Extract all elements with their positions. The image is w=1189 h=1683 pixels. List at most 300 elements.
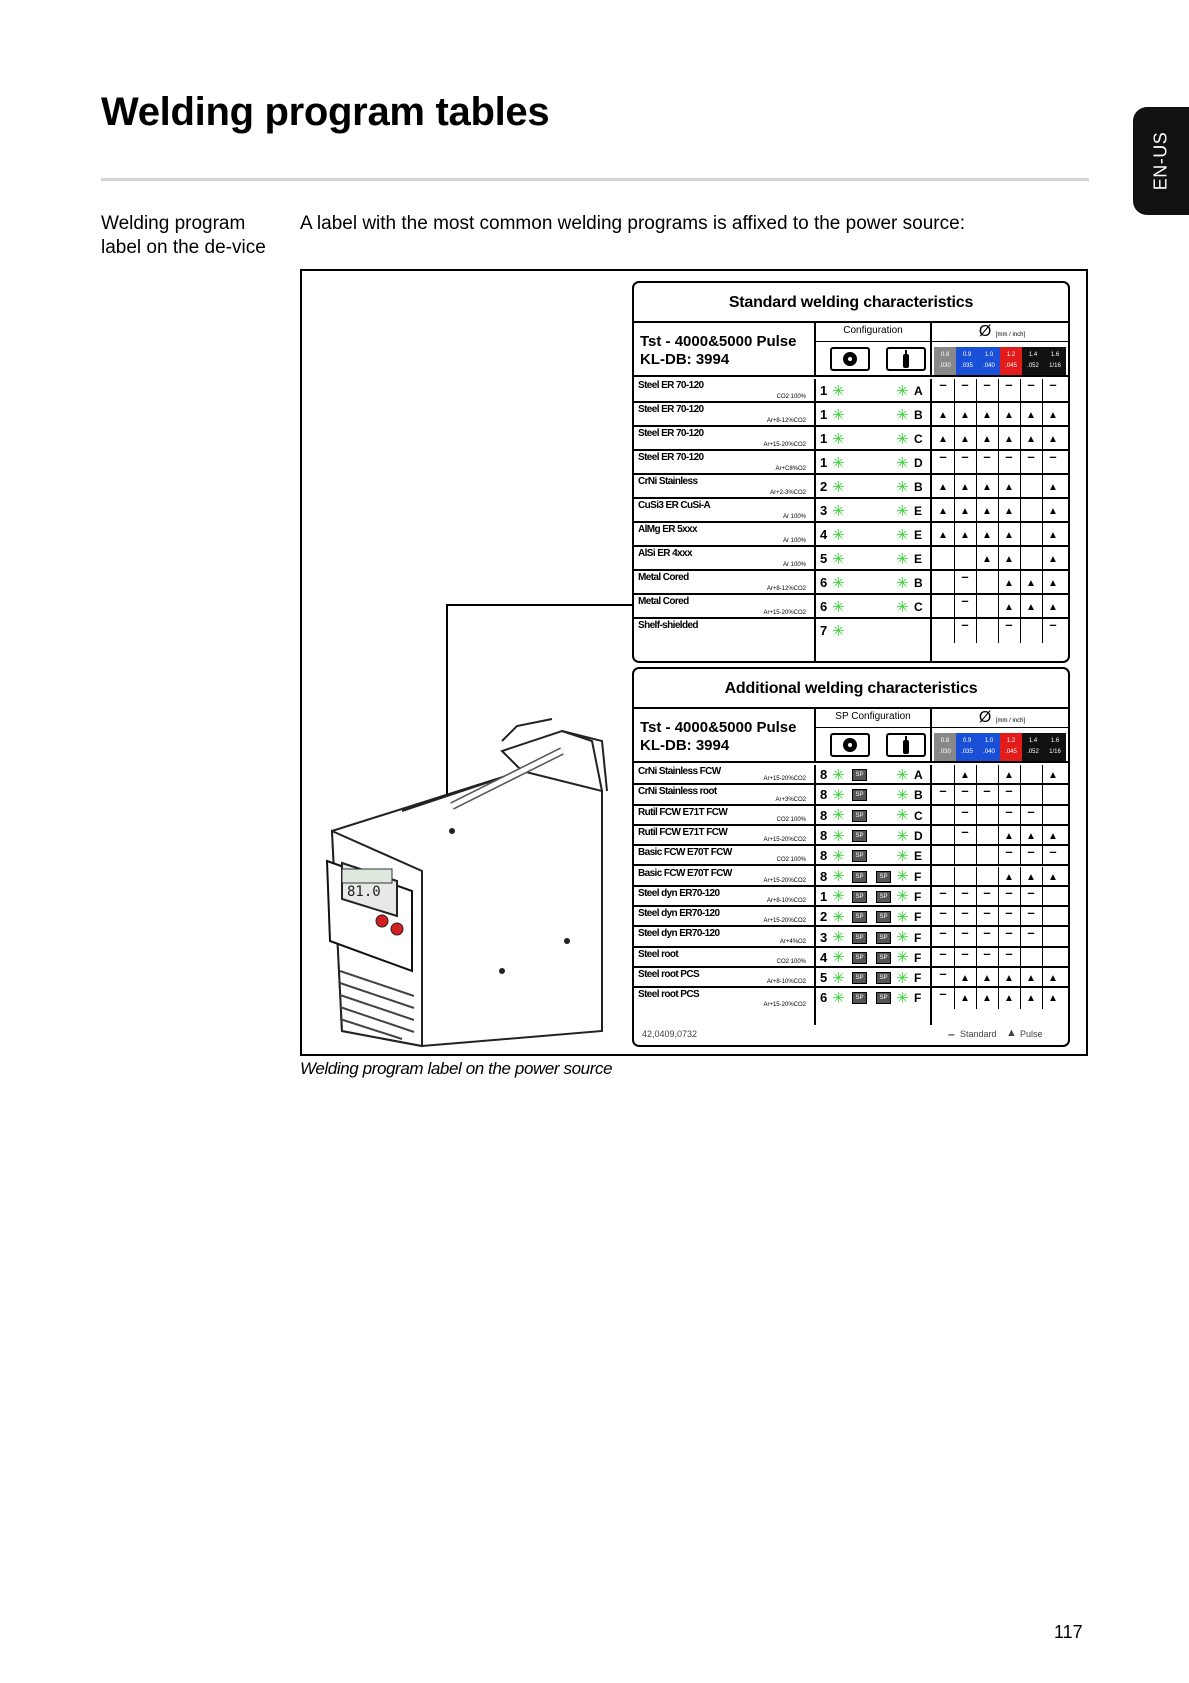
led-indicator-icon: ✳: [832, 382, 845, 400]
standard-mark-icon: –: [1005, 945, 1013, 961]
led-indicator-icon: ✳: [832, 550, 845, 568]
program-number: 2: [820, 909, 828, 925]
diameter-cell: [1044, 733, 1066, 761]
svg-text:81.0: 81.0: [347, 884, 381, 900]
pulse-mark-icon: ▲: [1004, 554, 1014, 565]
standard-mark-icon: –: [983, 925, 991, 941]
grid-line: [976, 867, 977, 885]
shielding-gas: Ar+15-20%CO2: [763, 918, 806, 925]
grid-line: [1020, 619, 1021, 643]
shielding-gas: CO2 100%: [776, 816, 806, 823]
diameter-mm: 1.0: [984, 738, 994, 744]
material-name: CrNi Stainless: [638, 476, 698, 487]
led-indicator-icon: ✳: [896, 949, 909, 967]
title-divider: [101, 178, 1089, 181]
program-number: 7: [820, 623, 828, 638]
standard-mark-icon: –: [961, 377, 969, 392]
characteristic-letter: A: [914, 384, 923, 398]
characteristic-letter: E: [914, 528, 923, 542]
pulse-mark-icon: ▲: [1004, 530, 1014, 541]
standard-mark-icon: –: [1027, 925, 1035, 941]
shielding-gas: Ar+15-20%CO2: [763, 776, 806, 783]
led-indicator-icon: ✳: [896, 502, 909, 520]
led-indicator-icon: ✳: [832, 430, 845, 448]
pulse-mark-icon: ▲: [1004, 770, 1014, 782]
pulse-mark-icon: ▲: [960, 434, 970, 445]
program-number: 4: [820, 527, 828, 542]
standard-panel-header: [634, 323, 1068, 377]
standard-mark-icon: –: [1005, 377, 1013, 392]
table-row: [634, 884, 1068, 907]
pulse-mark-icon: ▲: [982, 993, 992, 1005]
legend-standard-icon: –: [948, 1027, 955, 1041]
standard-mark-icon: –: [1027, 803, 1035, 819]
table-row: [634, 945, 1068, 968]
legend-pulse-icon: ▲: [1006, 1027, 1017, 1039]
led-indicator-icon: ✳: [896, 406, 909, 424]
shielding-gas: Ar+15-20%CO2: [763, 610, 806, 616]
standard-mark-icon: –: [961, 884, 969, 900]
standard-mark-icon: –: [1005, 803, 1013, 819]
material-name: Basic FCW E70T FCW: [638, 847, 732, 859]
characteristic-letter: B: [914, 408, 923, 422]
table-row: [634, 907, 1068, 927]
led-indicator-icon: ✳: [832, 827, 845, 845]
pulse-mark-icon: ▲: [938, 434, 948, 445]
grid-line: [976, 571, 977, 593]
standard-mark-icon: –: [1005, 617, 1013, 632]
standard-model-line2: KL-DB: 3994: [640, 351, 730, 368]
shielding-gas: Ar 100%: [782, 538, 806, 544]
shielding-gas: Ar+15-20%CO2: [763, 837, 806, 844]
standard-mark-icon: –: [939, 925, 947, 941]
diameter-inch: .052: [1027, 749, 1039, 755]
standard-col-divider-2: [930, 379, 932, 661]
standard-mark-icon: –: [939, 884, 947, 900]
pulse-mark-icon: ▲: [1004, 506, 1014, 517]
diameter-mm: 1.2: [1006, 352, 1016, 358]
figure-caption: Welding program label on the power source: [300, 1059, 613, 1078]
material-name: AlSi ER 4xxx: [638, 548, 692, 559]
led-indicator-icon: ✳: [832, 929, 845, 947]
standard-mark-icon: –: [983, 377, 991, 392]
material-name: Steel ER 70-120: [638, 404, 704, 415]
diameter-inch: .040: [983, 749, 995, 755]
led-indicator-icon: ✳: [832, 868, 845, 886]
pulse-mark-icon: ▲: [982, 530, 992, 541]
additional-model-name: [640, 719, 796, 755]
standard-mark-icon: –: [983, 783, 991, 799]
grid-line: [954, 867, 955, 885]
shielding-gas: CO2 100%: [776, 958, 806, 965]
grid-line: [1020, 475, 1021, 497]
characteristic-letter: F: [914, 930, 922, 945]
wire-spool-icon: [830, 347, 870, 371]
shielding-gas: Ar+8-12%CO2: [766, 586, 806, 592]
characteristic-letter: C: [914, 808, 923, 823]
table-row: [634, 785, 1068, 805]
program-number: 8: [820, 828, 828, 844]
program-number: 3: [820, 503, 828, 518]
diameter-inch: .035: [961, 363, 973, 369]
shielding-gas: Ar+8-10%CO2: [766, 898, 806, 905]
grid-line: [976, 846, 977, 864]
sp-button-icon: SP: [852, 932, 867, 944]
standard-characteristics-panel: [632, 281, 1070, 663]
led-indicator-icon: ✳: [832, 766, 845, 784]
sp-button-icon: SP: [852, 871, 867, 883]
led-indicator-icon: ✳: [896, 969, 909, 987]
diameter-inch: .045: [1005, 749, 1017, 755]
page-title: Welding program tables: [101, 90, 550, 134]
diameter-inch: .035: [961, 749, 973, 755]
led-indicator-icon: ✳: [832, 888, 845, 906]
pulse-mark-icon: ▲: [960, 530, 970, 541]
material-name: Steel root PCS: [638, 969, 700, 980]
standard-mark-icon: –: [1027, 449, 1035, 464]
sp-button-icon: SP: [852, 972, 867, 984]
program-number: 8: [820, 807, 828, 823]
standard-mark-icon: –: [983, 905, 991, 921]
pulse-mark-icon: ▲: [960, 482, 970, 493]
led-indicator-icon: ✳: [896, 929, 909, 947]
characteristic-letter: F: [914, 991, 922, 1006]
material-name: Metal Cored: [638, 596, 689, 607]
shielding-gas: Ar+15-20%CO2: [763, 877, 806, 884]
led-indicator-icon: ✳: [896, 847, 909, 865]
table-row: [634, 547, 1068, 571]
diameter-cell: [956, 733, 978, 761]
diameter-inch: 1/16: [1049, 749, 1061, 755]
characteristic-letter: C: [914, 600, 923, 614]
standard-panel-title: Standard welding characteristics: [634, 283, 1068, 323]
grid-line: [1042, 887, 1043, 905]
section-side-label: Welding program label on the de-vice: [101, 213, 266, 258]
sp-button-icon: SP: [876, 871, 891, 883]
diameter-cell: [978, 347, 1000, 375]
diameter-inch: .045: [1005, 363, 1017, 369]
material-name: CrNi Stainless FCW: [638, 766, 721, 777]
led-indicator-icon: ✳: [896, 526, 909, 544]
gas-cylinder-icon: [886, 733, 926, 757]
pulse-mark-icon: ▲: [1048, 482, 1058, 493]
pulse-mark-icon: ▲: [982, 506, 992, 517]
diameter-mm: 1.6: [1050, 352, 1060, 358]
pulse-mark-icon: ▲: [982, 410, 992, 421]
material-name: Rutil FCW E71T FCW: [638, 806, 728, 818]
led-indicator-icon: ✳: [896, 574, 909, 592]
sp-button-icon: SP: [876, 891, 891, 903]
material-name: CrNi Stainless root: [638, 786, 717, 798]
program-number: 6: [820, 990, 828, 1006]
standard-mark-icon: –: [1049, 844, 1057, 860]
standard-mark-icon: –: [961, 783, 969, 799]
standard-mark-icon: –: [939, 966, 947, 981]
material-name: Steel root PCS: [638, 989, 700, 1001]
standard-mark-icon: –: [961, 823, 969, 839]
standard-mark-icon: –: [939, 783, 947, 799]
led-indicator-icon: ✳: [896, 888, 909, 906]
diameter-symbol: Ø: [978, 709, 992, 726]
pulse-mark-icon: ▲: [1004, 410, 1014, 421]
program-number: 8: [820, 848, 828, 864]
led-indicator-icon: ✳: [896, 989, 909, 1007]
standard-mark-icon: –: [1005, 905, 1013, 921]
led-indicator-icon: ✳: [832, 847, 845, 865]
sp-button-icon: SP: [876, 952, 891, 964]
program-number: 1: [820, 407, 828, 422]
pulse-mark-icon: ▲: [1004, 993, 1014, 1005]
program-number: 4: [820, 949, 828, 965]
pulse-mark-icon: ▲: [960, 993, 970, 1005]
grid-line: [1042, 927, 1043, 945]
pulse-mark-icon: ▲: [1004, 831, 1014, 843]
sp-button-icon: SP: [876, 932, 891, 944]
shielding-gas: Ar+2-3%CO2: [770, 490, 806, 496]
label-figure: [300, 269, 1088, 1056]
standard-mark-icon: –: [961, 593, 969, 608]
standard-mark-icon: –: [983, 884, 991, 900]
standard-mark-icon: –: [961, 617, 969, 632]
grid-line: [1020, 948, 1021, 966]
diameter-cell: [978, 733, 1000, 761]
additional-model-line1: Tst - 4000&5000 Pulse: [640, 719, 797, 736]
shielding-gas: Ar 100%: [782, 562, 806, 568]
diameter-inch: .052: [1027, 363, 1039, 369]
additional-panel-header: [634, 709, 1068, 763]
shielding-gas: Ar+4%O2: [779, 938, 806, 945]
characteristic-letter: E: [914, 504, 923, 518]
diameter-mm: 1.2: [1006, 738, 1016, 744]
material-name: Steel ER 70-120: [638, 452, 704, 463]
diameter-cell: [956, 347, 978, 375]
led-indicator-icon: ✳: [896, 827, 909, 845]
table-row: [634, 499, 1068, 523]
pulse-mark-icon: ▲: [1004, 602, 1014, 613]
pulse-mark-icon: ▲: [938, 482, 948, 493]
program-number: 1: [820, 383, 828, 398]
led-indicator-icon: ✳: [832, 908, 845, 926]
grid-line: [1042, 785, 1043, 803]
sp-button-icon: SP: [876, 992, 891, 1004]
pulse-mark-icon: ▲: [1048, 434, 1058, 445]
led-indicator-icon: ✳: [832, 807, 845, 825]
diameter-cell: [1022, 733, 1044, 761]
table-row: [634, 927, 1068, 947]
standard-mark-icon: –: [961, 945, 969, 961]
additional-model-line2: KL-DB: 3994: [640, 737, 730, 754]
grid-line: [1042, 907, 1043, 925]
pulse-mark-icon: ▲: [1026, 871, 1036, 883]
pulse-mark-icon: ▲: [982, 482, 992, 493]
led-indicator-icon: ✳: [832, 406, 845, 424]
pulse-mark-icon: ▲: [960, 770, 970, 782]
diameter-cell: [1022, 347, 1044, 375]
table-row: [634, 379, 1068, 403]
standard-mark-icon: –: [1005, 844, 1013, 860]
standard-mark-icon: –: [939, 986, 947, 1002]
pulse-mark-icon: ▲: [1026, 973, 1036, 985]
characteristic-letter: F: [914, 889, 922, 904]
standard-mark-icon: –: [961, 925, 969, 941]
characteristic-letter: F: [914, 950, 922, 965]
standard-mark-icon: –: [961, 803, 969, 819]
standard-mark-icon: –: [939, 945, 947, 961]
program-number: 6: [820, 575, 828, 590]
pulse-mark-icon: ▲: [1004, 871, 1014, 883]
pulse-mark-icon: ▲: [1048, 506, 1058, 517]
table-row: [634, 403, 1068, 427]
sp-button-icon: SP: [852, 992, 867, 1004]
pulse-mark-icon: ▲: [1004, 434, 1014, 445]
pulse-mark-icon: ▲: [960, 506, 970, 517]
table-row: [634, 846, 1068, 866]
standard-mark-icon: –: [1005, 449, 1013, 464]
additional-header-rule: [816, 727, 1070, 728]
sp-button-icon: SP: [876, 911, 891, 923]
grid-line: [954, 846, 955, 864]
characteristic-letter: B: [914, 480, 923, 494]
led-indicator-icon: ✳: [896, 550, 909, 568]
pulse-mark-icon: ▲: [1048, 602, 1058, 613]
diameter-cell: [1000, 347, 1022, 375]
pulse-mark-icon: ▲: [1048, 993, 1058, 1005]
standard-mark-icon: –: [1027, 377, 1035, 392]
sp-button-icon: SP: [852, 911, 867, 923]
diameter-mm: 1.6: [1050, 738, 1060, 744]
sp-button-icon: SP: [852, 850, 867, 862]
standard-mark-icon: –: [1005, 884, 1013, 900]
diameter-unit: [mm / inch]: [995, 332, 1026, 338]
pulse-mark-icon: ▲: [1026, 410, 1036, 421]
grid-line: [1020, 523, 1021, 545]
legend-standard-label: Standard: [960, 1029, 997, 1039]
grid-line: [1020, 785, 1021, 803]
shielding-gas: Ar+8-12%CO2: [766, 418, 806, 424]
characteristic-letter: F: [914, 971, 922, 986]
standard-diameter-title: [932, 323, 1072, 341]
additional-characteristics-panel: [632, 667, 1070, 1047]
standard-mark-icon: –: [983, 449, 991, 464]
sp-button-icon: SP: [852, 810, 867, 822]
material-name: Steel dyn ER70-120: [638, 928, 720, 940]
standard-mark-icon: –: [1005, 925, 1013, 941]
shielding-gas: CO2 100%: [776, 857, 806, 864]
pulse-mark-icon: ▲: [1004, 973, 1014, 985]
grid-line: [976, 806, 977, 824]
program-number: 3: [820, 929, 828, 945]
grid-line: [954, 547, 955, 569]
pulse-mark-icon: ▲: [1026, 434, 1036, 445]
standard-mark-icon: –: [961, 449, 969, 464]
diameter-mm: 0.9: [962, 738, 972, 744]
material-name: AlMg ER 5xxx: [638, 524, 697, 535]
program-number: 2: [820, 479, 828, 494]
material-name: Steel ER 70-120: [638, 380, 704, 391]
diameter-cell: [934, 733, 956, 761]
table-row: [634, 619, 1068, 643]
label-legend: [642, 1027, 1060, 1043]
sp-button-icon: SP: [852, 769, 867, 781]
led-indicator-icon: ✳: [896, 868, 909, 886]
led-indicator-icon: ✳: [896, 430, 909, 448]
material-name: Basic FCW E70T FCW: [638, 867, 732, 879]
sp-button-icon: SP: [852, 789, 867, 801]
diameter-symbol: Ø: [978, 323, 992, 340]
led-indicator-icon: ✳: [832, 969, 845, 987]
led-indicator-icon: ✳: [896, 382, 909, 400]
characteristic-letter: B: [914, 576, 923, 590]
diameter-inch: 1/16: [1049, 363, 1061, 369]
additional-col-divider-2: [930, 765, 932, 1025]
standard-header-rule: [816, 341, 1070, 342]
pulse-mark-icon: ▲: [1048, 578, 1058, 589]
page-number: 117: [1054, 1622, 1083, 1642]
pulse-mark-icon: ▲: [982, 434, 992, 445]
characteristic-letter: D: [914, 829, 923, 844]
standard-mark-icon: –: [1027, 905, 1035, 921]
standard-mark-icon: –: [961, 569, 969, 584]
table-row: [634, 968, 1068, 988]
program-number: 8: [820, 767, 828, 783]
standard-mark-icon: –: [983, 945, 991, 961]
table-row: [634, 765, 1068, 785]
characteristic-letter: D: [914, 456, 923, 470]
standard-mark-icon: –: [1049, 377, 1057, 392]
diameter-mm: 0.8: [940, 738, 950, 744]
program-number: 5: [820, 970, 828, 986]
material-name: Steel root: [638, 948, 679, 960]
material-name: CuSi3 ER CuSi-A: [638, 500, 711, 511]
shielding-gas: Ar+C8%O2: [775, 466, 806, 472]
pulse-mark-icon: ▲: [1048, 871, 1058, 883]
diameter-cell: [1000, 733, 1022, 761]
characteristic-letter: F: [914, 910, 922, 925]
pulse-mark-icon: ▲: [1048, 770, 1058, 782]
characteristic-letter: F: [914, 869, 922, 884]
material-name: Steel ER 70-120: [638, 428, 704, 439]
program-number: 1: [820, 888, 828, 904]
table-row: [634, 988, 1068, 1008]
led-indicator-icon: ✳: [832, 622, 845, 640]
standard-mark-icon: –: [939, 377, 947, 392]
additional-rows: [634, 765, 1068, 1025]
diameter-mm: 1.0: [984, 352, 994, 358]
led-indicator-icon: ✳: [896, 908, 909, 926]
diameter-inch: .040: [983, 363, 995, 369]
pulse-mark-icon: ▲: [982, 554, 992, 565]
pulse-mark-icon: ▲: [1026, 831, 1036, 843]
led-indicator-icon: ✳: [832, 989, 845, 1007]
wire-spool-icon: [830, 733, 870, 757]
legend-pulse-label: Pulse: [1020, 1029, 1043, 1039]
table-row: [634, 867, 1068, 887]
characteristic-letter: E: [914, 849, 923, 864]
part-number: 42,0409,0732: [642, 1029, 698, 1039]
pulse-mark-icon: ▲: [938, 410, 948, 421]
standard-model-line1: Tst - 4000&5000 Pulse: [640, 333, 797, 350]
shielding-gas: Ar+15-20%CO2: [763, 442, 806, 448]
pulse-mark-icon: ▲: [1048, 554, 1058, 565]
standard-mark-icon: –: [961, 905, 969, 921]
program-number: 6: [820, 599, 828, 614]
diameter-cell: [1044, 347, 1066, 375]
sp-button-icon: SP: [876, 972, 891, 984]
additional-diameter-title: [932, 709, 1072, 727]
led-indicator-icon: ✳: [832, 502, 845, 520]
language-tab: [1133, 107, 1189, 215]
diameter-mm: 1.4: [1028, 352, 1038, 358]
